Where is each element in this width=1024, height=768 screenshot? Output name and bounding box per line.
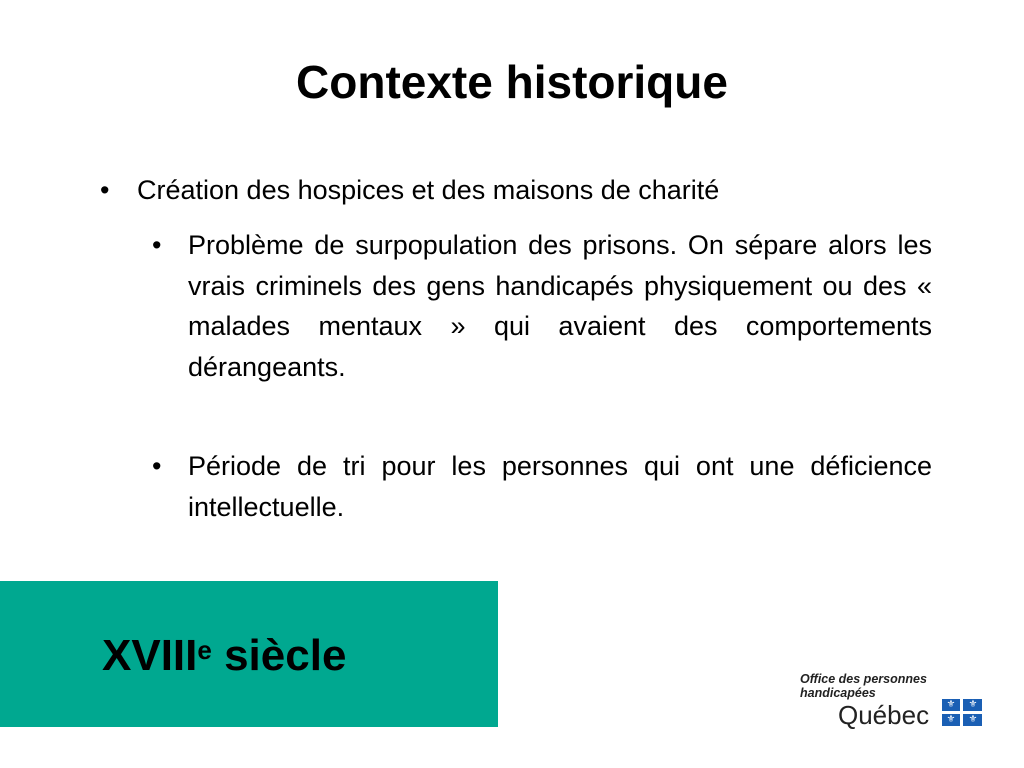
bullet-marker: • (152, 230, 162, 260)
bullet-marker: • (100, 175, 110, 205)
fleur-de-lis-icon: ⚜ (946, 699, 956, 710)
ophq-logo (800, 672, 990, 732)
slide-title: Contexte historique (296, 56, 728, 108)
main-bullet-text: Création des hospices et des maisons de charité (137, 175, 720, 205)
century-superscript: e (197, 635, 212, 665)
century-label (102, 628, 346, 684)
bullet-marker: • (152, 451, 162, 481)
fleur-de-lis-icon: ⚜ (946, 714, 956, 725)
logo-quebec-wordmark: Québec (838, 700, 930, 730)
century-word: siècle (224, 631, 347, 680)
century-roman: XVIII (102, 631, 198, 680)
fleur-de-lis-icon: ⚜ (968, 699, 978, 710)
flag-cross-vertical (960, 699, 963, 726)
sub-bullet-text: Problème de surpopulation des prisons. On sépare alors les vrais criminels des gens handicapés physiquement ou des « malades mentaux » qui avaient des comportements dérangeants. (188, 230, 932, 382)
logo-line-2: handicapées (800, 686, 876, 700)
sub-bullet-text: Période de tri pour les personnes qui ont une déficience intellectuelle. (188, 451, 932, 522)
fleur-de-lis-icon: ⚜ (968, 714, 978, 725)
quebec-flag-icon (942, 699, 982, 726)
logo-line-1: Office des personnes (800, 672, 927, 686)
